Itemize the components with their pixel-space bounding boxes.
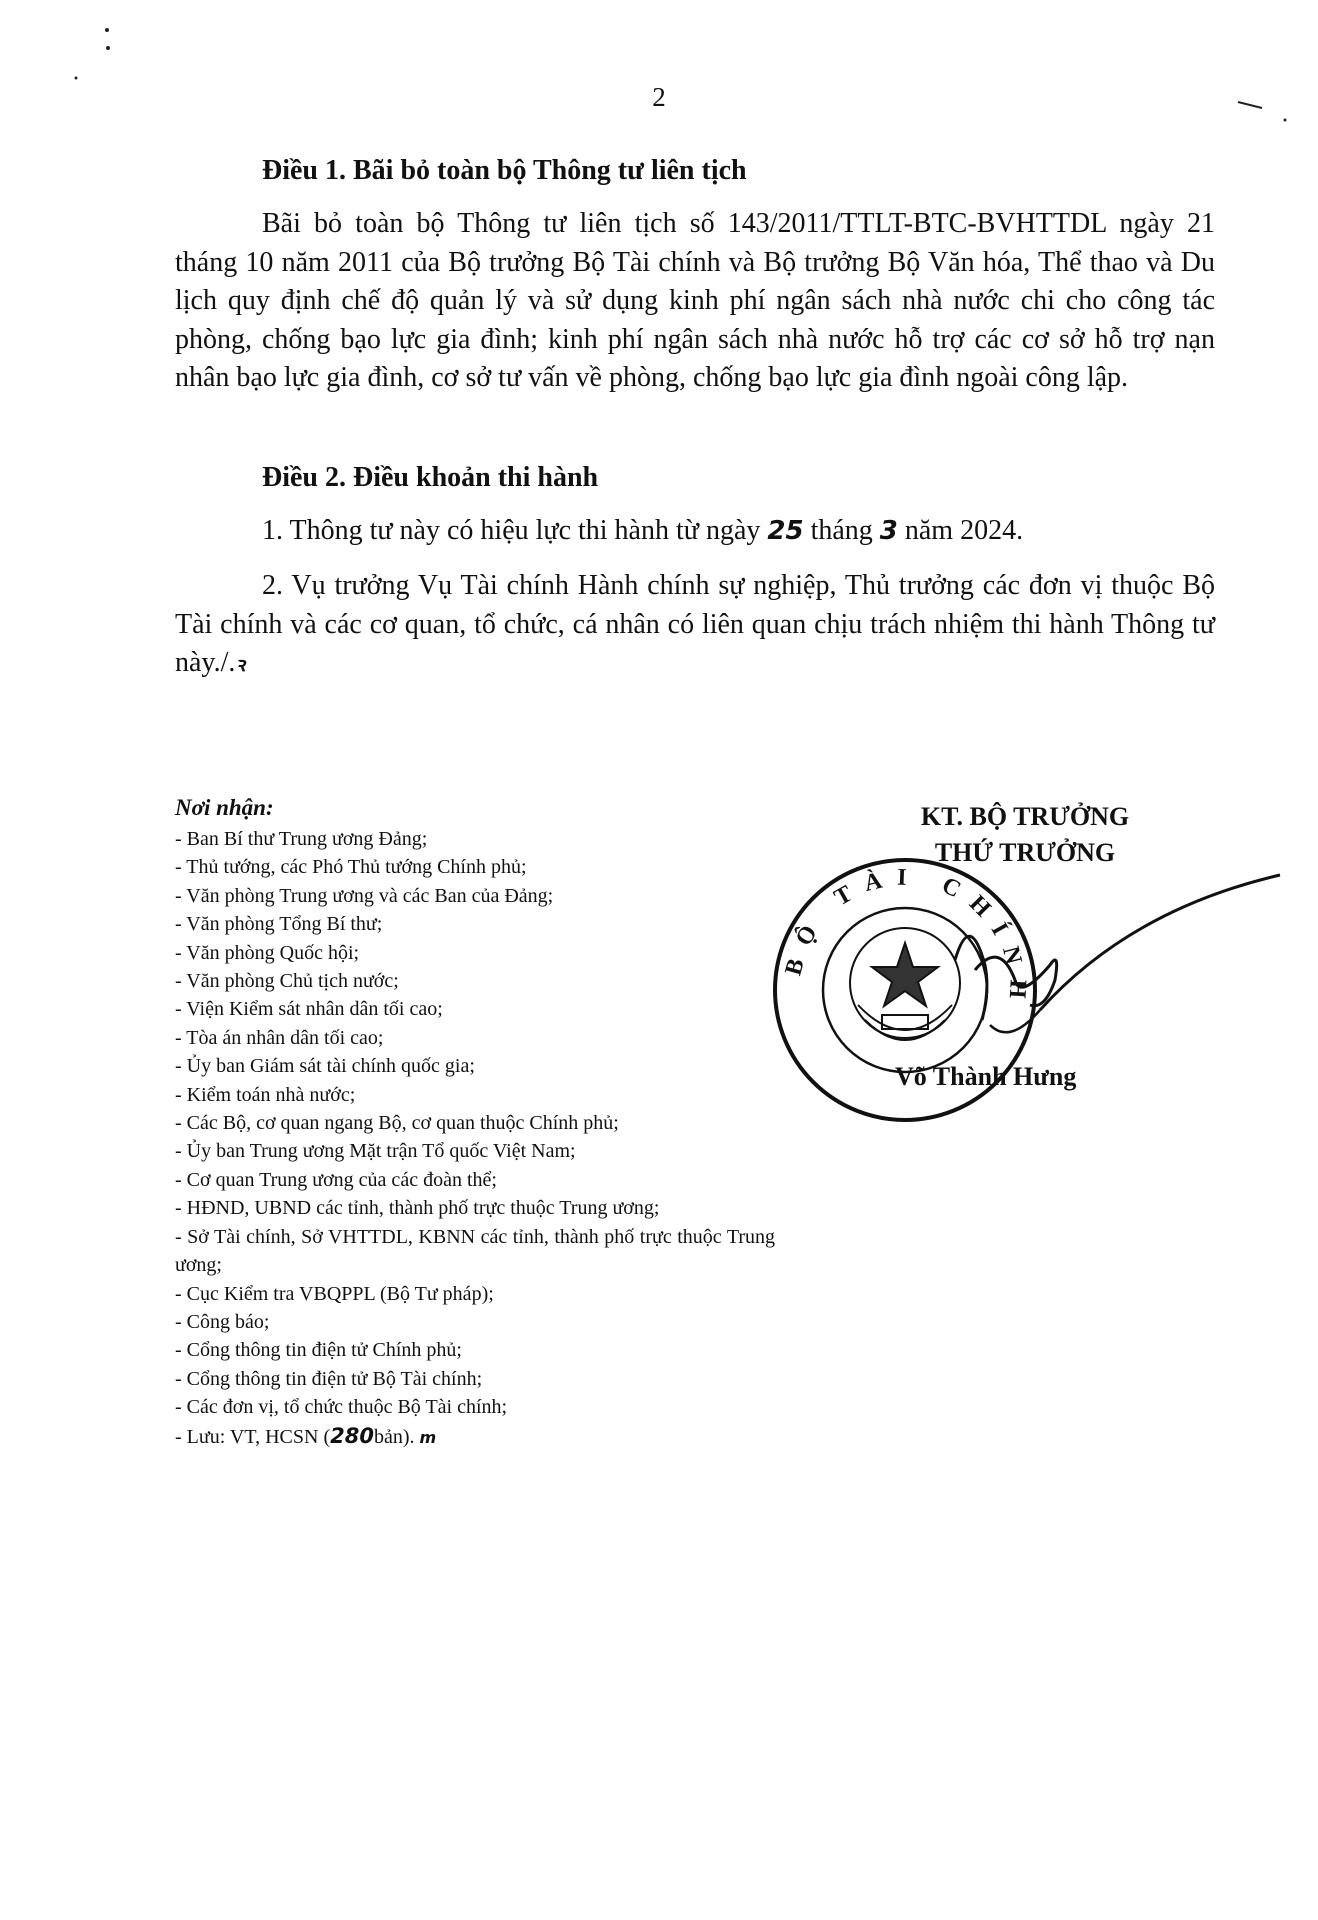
list-item: - Các Bộ, cơ quan ngang Bộ, cơ quan thuộc Chính phủ;	[175, 1112, 619, 1135]
list-item: - Công báo;	[175, 1310, 270, 1333]
list-item: - Sở Tài chính, Sở VHTTDL, KBNN các tỉnh, thành phố trực thuộc Trung ương;	[175, 1225, 775, 1277]
list-item: - Văn phòng Chủ tịch nước;	[175, 970, 399, 993]
item-2-handwritten-mark: ꝛ	[235, 652, 245, 676]
signer-role-line-1: KT. BỘ TRƯỞNG	[920, 802, 1130, 831]
item-2-text: 2. Vụ trưởng Vụ Tài chính Hành chính sự nghiệp, Thủ trưởng các đơn vị thuộc Bộ Tài chính và các cơ quan, tổ chức, cá nhân có liên quan chịu trách nhiệm thi hành Thông tư này./.	[175, 570, 1215, 678]
article-2-item-2	[175, 567, 1215, 684]
list-item: - Cổng thông tin điện tử Bộ Tài chính;	[175, 1367, 483, 1390]
list-item: - HĐND, UBND các tỉnh, thành phố trực thuộc Trung ương;	[175, 1197, 660, 1220]
article-1-heading: Điều 1. Bãi bỏ toàn bộ Thông tư liên tịch	[262, 155, 747, 186]
list-item: - Viện Kiểm sát nhân dân tối cao;	[175, 998, 443, 1021]
list-item: - Ban Bí thư Trung ương Đảng;	[175, 828, 428, 850]
list-item: - Các đơn vị, tổ chức thuộc Bộ Tài chính;	[175, 1396, 508, 1419]
item-1-day-handwritten: 25	[767, 516, 804, 546]
article-2-heading: Điều 2. Điều khoản thi hành	[262, 462, 599, 493]
list-item-archive	[175, 1422, 775, 1452]
list-item: - Cơ quan Trung ương của các đoàn thể;	[175, 1168, 497, 1191]
list-item: - Thủ tướng, các Phó Thủ tướng Chính phủ;	[175, 856, 527, 879]
list-item: - Cổng thông tin điện tử Chính phủ;	[175, 1339, 462, 1362]
item-1-month-label: tháng	[810, 515, 873, 546]
signer-role-line-2: THỨ TRƯỞNG	[934, 838, 1116, 867]
list-item: - Cục Kiểm tra VBQPPL (Bộ Tư pháp);	[175, 1282, 494, 1305]
archive-prefix: - Lưu: VT, HCSN (	[175, 1425, 331, 1448]
item-1-prefix: 1. Thông tư này có hiệu lực thi hành từ ngày	[262, 515, 761, 546]
item-1-suffix: năm 2024.	[904, 515, 1024, 546]
seal-ring-text: BỘ TÀI CHÍNH	[780, 864, 1031, 1013]
article-2-item-1	[175, 512, 1215, 551]
archive-suffix: bản).	[373, 1425, 415, 1448]
article-1-body: Bãi bỏ toàn bộ Thông tư liên tịch số 143/2011/TTLT-BTC-BVHTTDL ngày 21 tháng 10 năm 2011 của Bộ trưởng Bộ Tài chính và Bộ trưởng Bộ Văn hóa, Thể thao và Du lịch quy định chế độ quản lý và sử dụng kinh phí ngân sách nhà nước chi cho công tác phòng, chống bạo lực gia đình; kinh phí ngân sách nhà nước hỗ trợ các cơ sở hỗ trợ nạn nhân bạo lực gia đình, cơ sở tư vấn về phòng, chống bạo lực gia đình ngoài công lập.	[175, 208, 1215, 393]
signer-name: Võ Thành Hưng	[895, 1062, 1077, 1091]
list-item: - Ủy ban Trung ương Mặt trận Tổ quốc Việt Nam;	[175, 1140, 576, 1163]
archive-count-handwritten: 280	[330, 1423, 374, 1448]
page-number: 2	[652, 82, 666, 112]
archive-handwritten-mark: m	[419, 1427, 437, 1447]
list-item: - Tòa án nhân dân tối cao;	[175, 1026, 384, 1049]
list-item: - Văn phòng Quốc hội;	[175, 941, 360, 964]
list-item: - Văn phòng Tổng Bí thư;	[175, 913, 383, 936]
scan-specks	[0, 0, 1318, 140]
recipients-list	[175, 825, 775, 1452]
item-1-month-handwritten: 3	[879, 516, 898, 546]
recipients-title: Nơi nhận:	[175, 795, 274, 820]
list-item: - Kiểm toán nhà nước;	[175, 1083, 356, 1106]
list-item: - Ủy ban Giám sát tài chính quốc gia;	[175, 1055, 475, 1078]
list-item: - Văn phòng Trung ương và các Ban của Đảng;	[175, 884, 554, 907]
